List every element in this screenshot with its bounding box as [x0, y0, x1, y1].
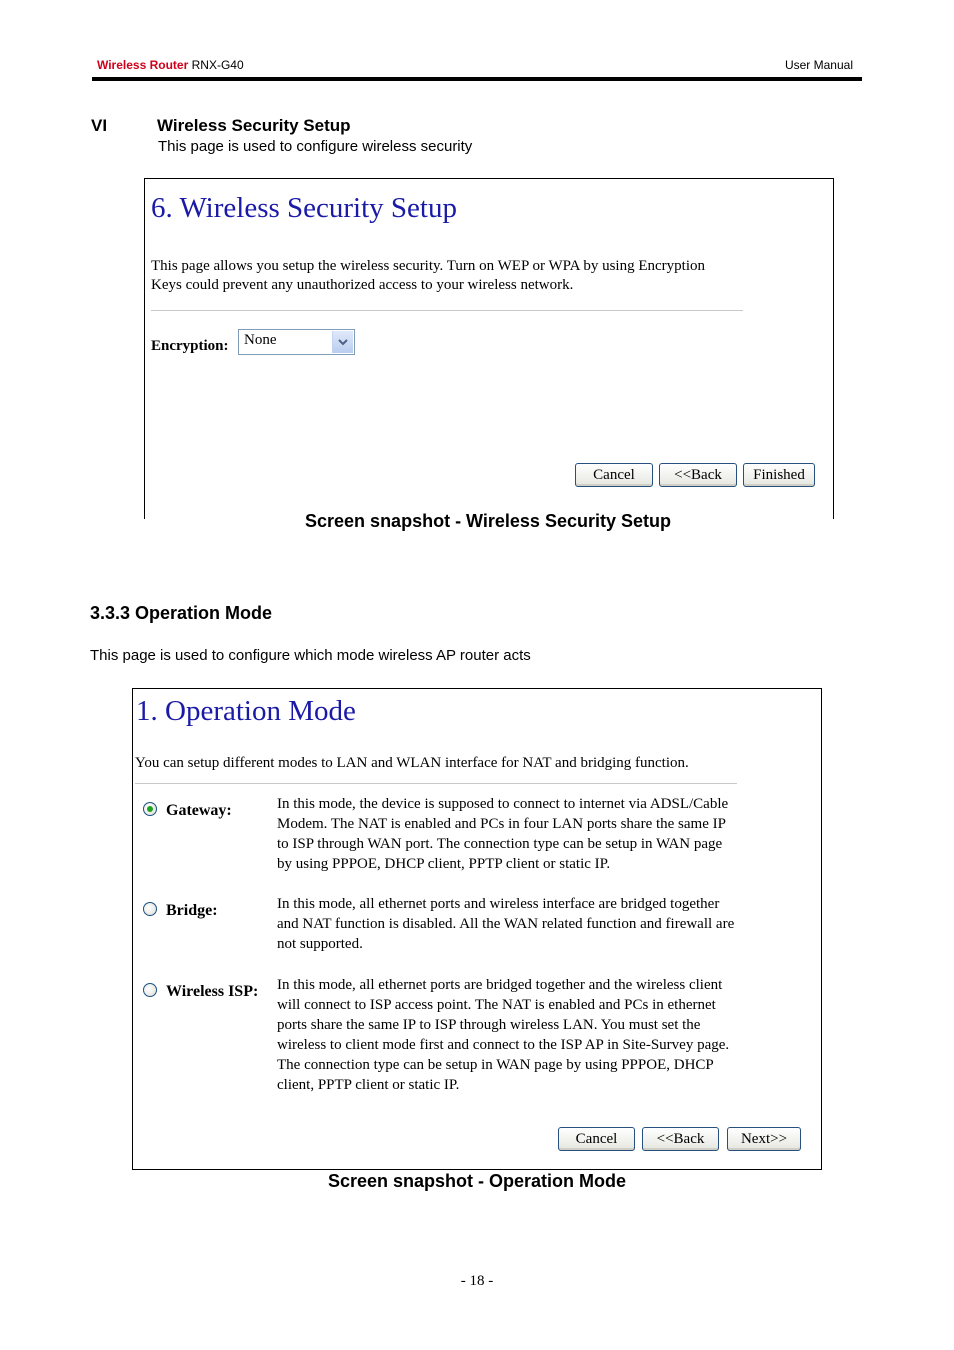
chevron-down-icon[interactable]: [332, 331, 353, 353]
section-description: This page is used to configure wireless security: [158, 138, 473, 155]
security-divider: [151, 310, 743, 312]
gateway-radio[interactable]: [143, 802, 157, 816]
opmode-divider: [135, 783, 737, 785]
wireless-isp-radio[interactable]: [143, 983, 157, 997]
header-brand: Wireless Router: [97, 58, 189, 72]
bridge-label: Bridge:: [166, 902, 218, 919]
gateway-label: Gateway:: [166, 802, 232, 819]
header-model: RNX-G40: [191, 58, 244, 72]
security-intro-text: This page allows you setup the wireless security. Turn on WEP or WPA by using Encryption Keys could prevent any unauthorized access to your wireless network.: [151, 258, 705, 293]
encryption-select[interactable]: [238, 329, 355, 355]
opmode-caption: Screen snapshot - Operation Mode: [327, 1171, 627, 1191]
header-manual: User Manual: [784, 58, 853, 72]
opmode-screen-title: 1. Operation Mode: [136, 695, 356, 727]
security-finished-button[interactable]: Finished: [743, 463, 815, 487]
opmode-cancel-button[interactable]: Cancel: [558, 1127, 635, 1151]
header-product: [97, 58, 244, 72]
security-cancel-button[interactable]: Cancel: [575, 463, 653, 487]
gateway-description: In this mode, the device is supposed to connect to internet via ADSL/Cable Modem. The NAT is enabled and PCs in four LAN ports share the same IP to ISP through WAN port. The connection type can be setup in WAN page by using PPPOE, DHCP client, PPTP client or static IP.: [277, 796, 729, 872]
subsection-description: This page is used to configure which mode wireless AP router acts: [90, 647, 531, 664]
encryption-label: Encryption:: [151, 338, 229, 354]
subsection-heading: 3.3.3 Operation Mode: [90, 603, 273, 623]
header-rule: [92, 77, 862, 81]
opmode-back-button[interactable]: <<Back: [642, 1127, 719, 1151]
opmode-next-button[interactable]: Next>>: [727, 1127, 801, 1151]
page-number: - 18 -: [460, 1273, 494, 1289]
encryption-select-value: None: [244, 332, 277, 348]
security-caption: Screen snapshot - Wireless Security Setup: [305, 511, 671, 531]
opmode-intro-text: You can setup different modes to LAN and WLAN interface for NAT and bridging function.: [135, 755, 689, 771]
radio-selected-dot: [147, 806, 153, 812]
section-number: VI: [91, 116, 108, 135]
section-title: Wireless Security Setup: [157, 116, 351, 135]
wireless-isp-description: In this mode, all ethernet ports are bridged together and the wireless client will connect to ISP access point. The NAT is enabled and PCs in ethernet ports share the same IP to ISP through wireless LAN. You must set the wireless to client mode first and connect to the ISP AP in Site-Survey page. The connection type can be setup in WAN page by using PPPOE, DHCP client, PPTP client or static IP.: [277, 977, 730, 1093]
security-back-button[interactable]: <<Back: [659, 463, 737, 487]
bridge-description: In this mode, all ethernet ports and wireless interface are bridged together and NAT function is disabled. All the WAN related function and firewall are not supported.: [277, 896, 735, 952]
security-screen-title: 6. Wireless Security Setup: [151, 192, 457, 224]
bridge-radio[interactable]: [143, 902, 157, 916]
wireless-isp-label: Wireless ISP:: [166, 983, 259, 1000]
